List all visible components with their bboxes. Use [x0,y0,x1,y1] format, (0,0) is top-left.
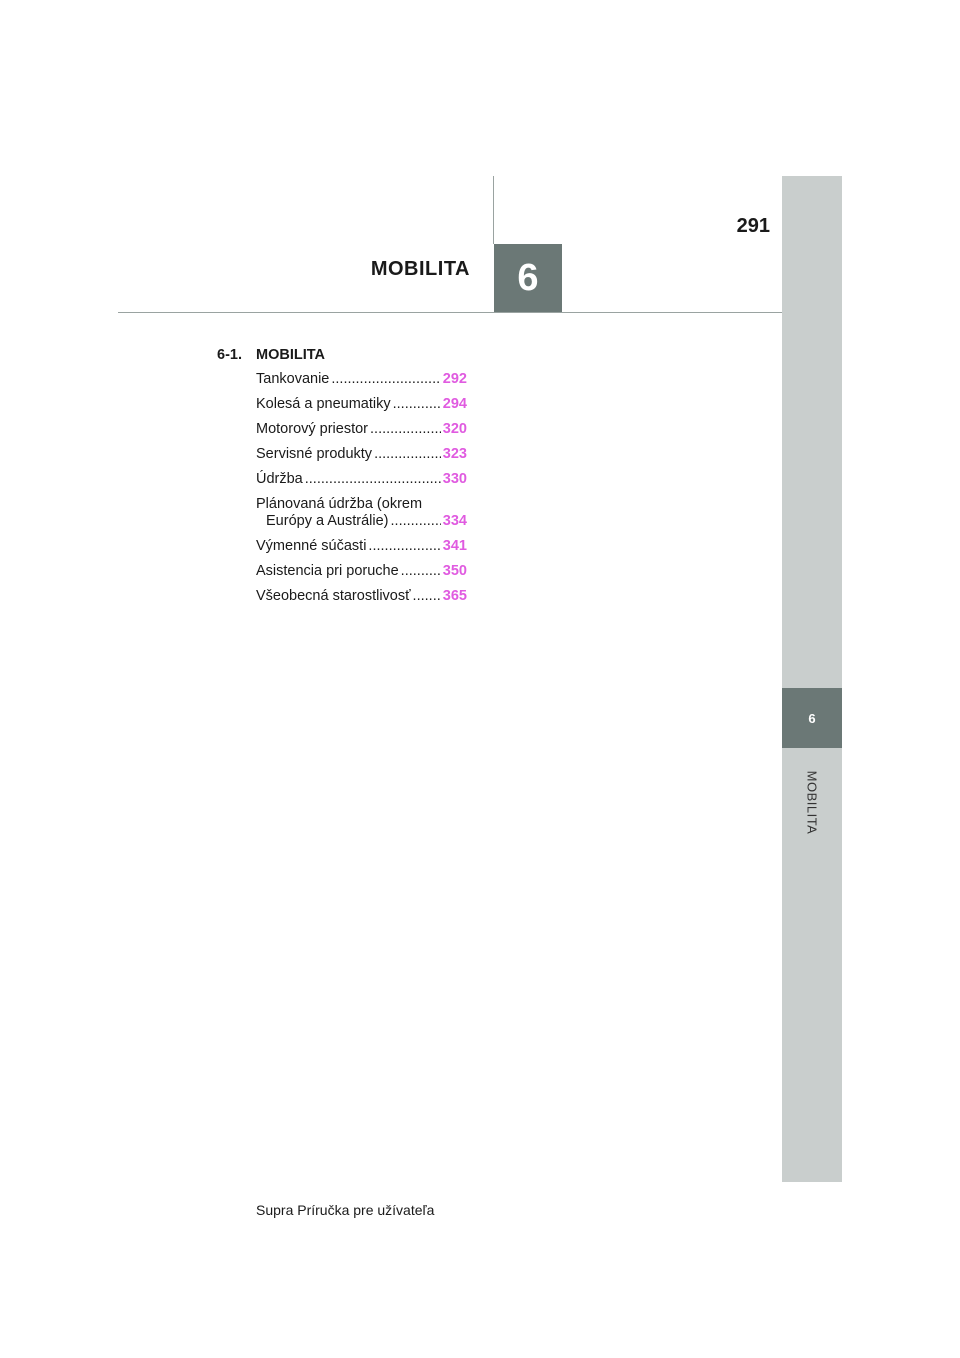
toc-entry-page[interactable]: 320 [442,421,467,437]
toc-entry-page[interactable]: 323 [442,446,467,462]
toc-entry-label: Asistencia pri poruche [256,563,399,579]
toc-entry-line2 [256,513,467,530]
toc-leader-dots [368,538,440,555]
toc-section-number: 6-1. [217,347,242,363]
side-tab-chapter-number[interactable]: 6 [782,688,842,748]
toc-entry-label-continued: Európy a Austrálie) [266,513,389,529]
toc-entry-page[interactable]: 365 [442,588,467,604]
toc-entry-label: Tankovanie [256,371,330,387]
toc-entry[interactable] [256,496,467,530]
toc-entry-label: Kolesá a pneumatiky [256,396,391,412]
header-horizontal-rule [118,312,782,313]
toc-entry-page[interactable]: 330 [442,471,467,487]
toc-entry[interactable] [256,396,467,413]
toc-entry-page[interactable]: 350 [442,563,467,579]
toc-entry-label: Servisné produkty [256,446,373,462]
toc-entry[interactable] [256,446,467,463]
toc-leader-dots [374,446,441,463]
toc-entry-label: Výmenné súčasti [256,538,367,554]
toc-entry-label: Plánovaná údržba (okrem [256,496,423,512]
page-number: 291 [736,215,770,237]
toc-entry[interactable] [256,538,467,555]
toc-leader-dots [305,471,441,488]
toc-entry[interactable] [256,588,467,605]
toc-entry-page[interactable]: 341 [442,538,467,554]
toc-leader-dots [391,513,441,530]
chapter-title: MOBILITA [370,258,470,280]
toc-entry[interactable] [256,563,467,580]
toc-entry-label: Všeobecná starostlivosť [256,588,411,604]
toc-leader-dots [413,588,441,605]
toc-entry[interactable] [256,371,467,388]
toc-entry[interactable] [256,421,467,438]
toc-entry-page[interactable]: 294 [442,396,467,412]
table-of-contents [217,347,467,613]
toc-leader-dots [370,421,441,438]
toc-section-heading [217,347,467,363]
toc-entry-label: Motorový priestor [256,421,369,437]
toc-leader-dots [393,396,441,413]
footer-manual-title: Supra Príručka pre užívateľa [256,1202,435,1218]
chapter-number-box: 6 [494,244,562,312]
toc-leader-dots [331,371,440,388]
toc-entry-label: Údržba [256,471,303,487]
toc-section-title: MOBILITA [256,347,325,363]
side-tab-label: MOBILITA [804,770,820,835]
toc-entry-page[interactable]: 334 [442,513,467,529]
header-vertical-rule [493,176,494,244]
side-tab-strip [782,176,842,1182]
toc-entry[interactable] [256,471,467,488]
toc-entry-page[interactable]: 292 [442,371,467,387]
toc-leader-dots [401,563,441,580]
